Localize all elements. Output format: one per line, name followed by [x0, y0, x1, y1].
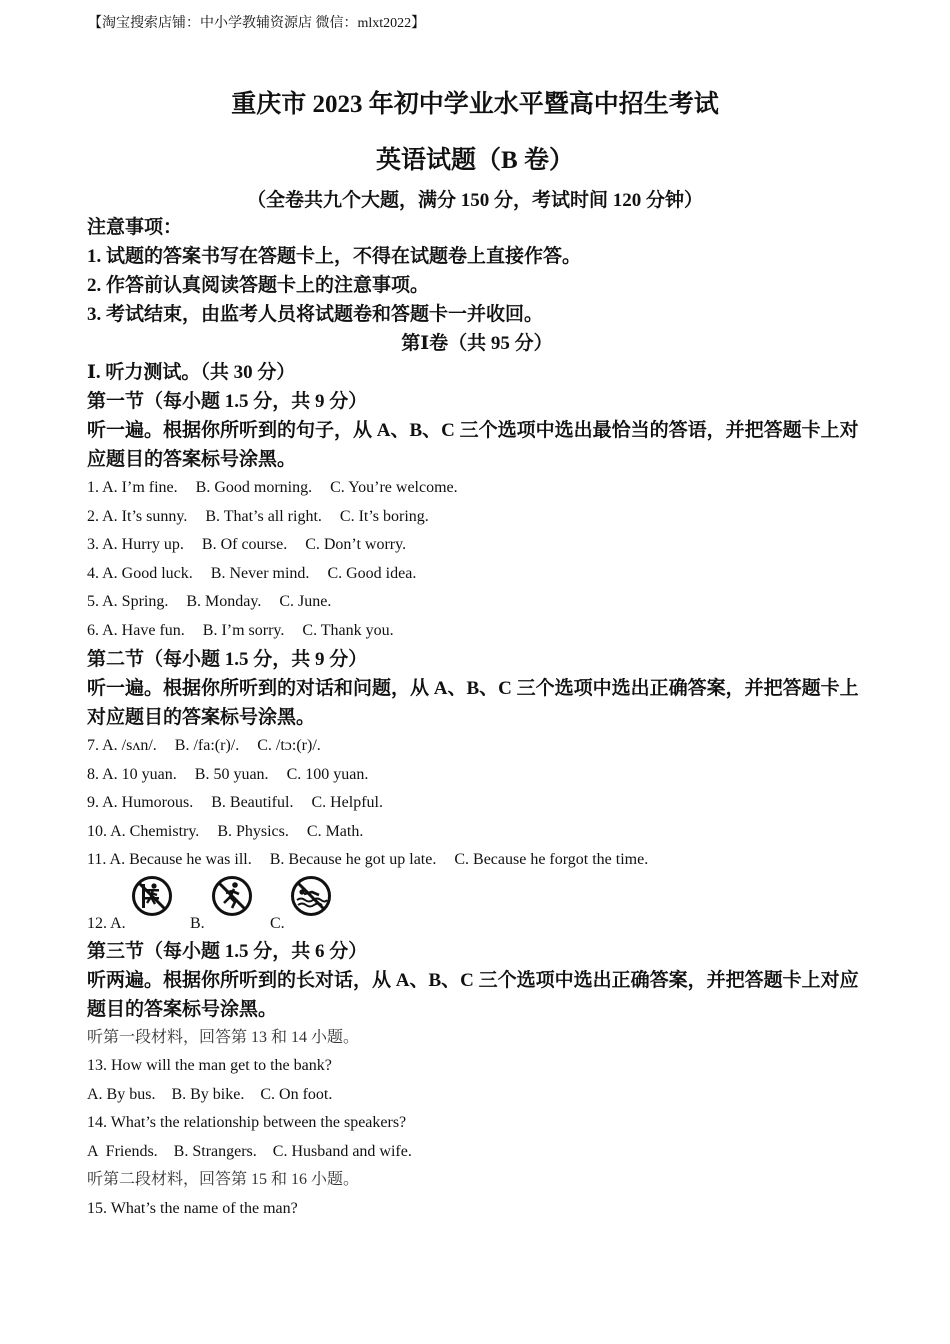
- sec2-instruction: 听一遍。根据你所听到的对话和问题，从 A、B、C 三个选项中选出正确答案，并把答题卡上对应题目的答案标号涂黑。: [87, 678, 859, 728]
- question-number: 9.: [87, 794, 103, 811]
- sec1-heading: 第一节（每小题 1.5 分，共 9 分）: [87, 391, 368, 412]
- question-number: 2.: [87, 507, 103, 525]
- option-a: A. Because he was ill.: [109, 851, 252, 868]
- option-a: A. Hurry up.: [102, 536, 184, 553]
- option-c: C. Because he forgot the time.: [454, 851, 649, 868]
- option-b: B. /fa:(r)/.: [174, 737, 240, 754]
- option-c: C. You’re welcome.: [330, 479, 458, 496]
- exam-body: [87, 213, 867, 1223]
- option-b: B. Beautiful.: [211, 794, 294, 811]
- question-12-row: [87, 875, 867, 937]
- no-swimming-sign-icon: [290, 875, 330, 915]
- note-item: 2. 作答前认真阅读答题卡上的注意事项。: [87, 275, 430, 296]
- question-12-option-c-label: C.: [270, 914, 285, 932]
- sec2-heading: 第二节（每小题 1.5 分，共 9 分）: [87, 649, 368, 670]
- option-c: C. Don’t worry.: [305, 536, 407, 553]
- no-climbing-sign-icon: [131, 875, 171, 915]
- question-row: [87, 818, 867, 847]
- option-c: C. It’s boring.: [339, 507, 429, 525]
- exam-subtitle: （全卷共九个大题，满分 150 分，考试时间 120 分钟）: [246, 190, 703, 211]
- question-number: 3.: [87, 536, 103, 553]
- question-options: A. By bus. B. By bike. C. On foot.: [87, 1085, 333, 1103]
- question-row: [87, 789, 867, 818]
- option-a: A. Have fun.: [102, 621, 185, 639]
- sec1-instruction: 听一遍。根据你所听到的句子，从 A、B、C 三个选项中选出最恰当的答语，并把答题卡上对应题目的答案标号涂黑。: [87, 420, 859, 470]
- header-note: 【淘宝搜索店铺：中小学教辅资源店 微信：mlxt2022】: [88, 16, 426, 31]
- question-number: 10.: [87, 822, 111, 840]
- option-b: B. I’m sorry.: [202, 621, 285, 639]
- part-title: 第Ⅰ卷（共 95 分）: [401, 333, 553, 354]
- option-c: C. June.: [279, 593, 332, 610]
- question-12-option-b-label: B.: [190, 914, 205, 932]
- option-c: C. /tɔ:(r)/.: [257, 737, 321, 754]
- question-row: [87, 761, 867, 790]
- question-row: [87, 588, 867, 617]
- question-row: [87, 474, 867, 503]
- question-row: [87, 503, 867, 532]
- option-c: C. Thank you.: [302, 621, 394, 639]
- material-instruction: 听第二段材料，回答第 15 和 16 小题。: [87, 1171, 360, 1188]
- option-a: A. Chemistry.: [110, 822, 200, 840]
- note-item: 3. 考试结束，由监考人员将试题卷和答题卡一并收回。: [87, 304, 544, 325]
- option-a: A. 10 yuan.: [102, 765, 177, 783]
- option-b: B. Of course.: [201, 536, 288, 553]
- option-a: A. Spring.: [102, 593, 169, 610]
- question-options: A Friends. B. Strangers. C. Husband and wife.: [87, 1142, 412, 1160]
- option-b: B. Good morning.: [195, 479, 313, 496]
- question-number: 11.: [87, 851, 110, 868]
- question-number: 4.: [87, 564, 103, 582]
- question-text: 14. What’s the relationship between the speakers?: [87, 1114, 407, 1131]
- question-row: [87, 732, 867, 761]
- option-c: C. Math.: [306, 822, 364, 840]
- question-12-option-a-label: 12. A.: [87, 914, 126, 932]
- note-item: 1. 试题的答案书写在答题卡上，不得在试题卷上直接作答。: [87, 246, 582, 267]
- option-c: C. Helpful.: [311, 794, 383, 811]
- question-number: 5.: [87, 593, 103, 610]
- option-b: B. Because he got up late.: [269, 851, 437, 868]
- option-a: A. Good luck.: [102, 564, 193, 582]
- question-number: 1.: [87, 479, 103, 496]
- option-b: B. Physics.: [217, 822, 289, 840]
- option-a: A. Humorous.: [102, 794, 194, 811]
- question-number: 7.: [87, 737, 103, 754]
- option-b: B. That’s all right.: [205, 507, 322, 525]
- option-a: A. I’m fine.: [102, 479, 178, 496]
- sec3-instruction: 听两遍。根据你所听到的长对话，从 A、B、C 三个选项中选出正确答案，并把答题卡上对应题目的答案标号涂黑。: [87, 969, 859, 1020]
- no-running-sign-icon: [211, 875, 251, 915]
- paper-title: 英语试题（B 卷）: [376, 147, 574, 174]
- question-row: [87, 531, 867, 560]
- question-row: [87, 617, 867, 646]
- question-row: [87, 560, 867, 589]
- question-text: 13. How will the man get to the bank?: [87, 1057, 332, 1074]
- question-number: 8.: [87, 765, 103, 783]
- option-a: A. /sʌn/.: [102, 737, 157, 754]
- section-title: Ⅰ. 听力测试。（共 30 分）: [87, 362, 296, 383]
- option-b: B. 50 yuan.: [194, 765, 269, 783]
- question-text: 15. What’s the name of the man?: [87, 1199, 298, 1217]
- option-c: C. Good idea.: [327, 564, 417, 582]
- option-c: C. 100 yuan.: [286, 765, 369, 783]
- option-a: A. It’s sunny.: [102, 507, 188, 525]
- material-instruction: 听第一段材料，回答第 13 和 14 小题。: [87, 1028, 360, 1046]
- sec3-heading: 第三节（每小题 1.5 分，共 6 分）: [87, 940, 368, 962]
- option-b: B. Never mind.: [210, 564, 310, 582]
- option-b: B. Monday.: [186, 593, 262, 610]
- question-row: [87, 846, 867, 875]
- question-number: 6.: [87, 621, 103, 639]
- exam-title: 重庆市 2023 年初中学业水平暨高中招生考试: [231, 91, 719, 118]
- notes-heading: 注意事项：: [87, 217, 183, 238]
